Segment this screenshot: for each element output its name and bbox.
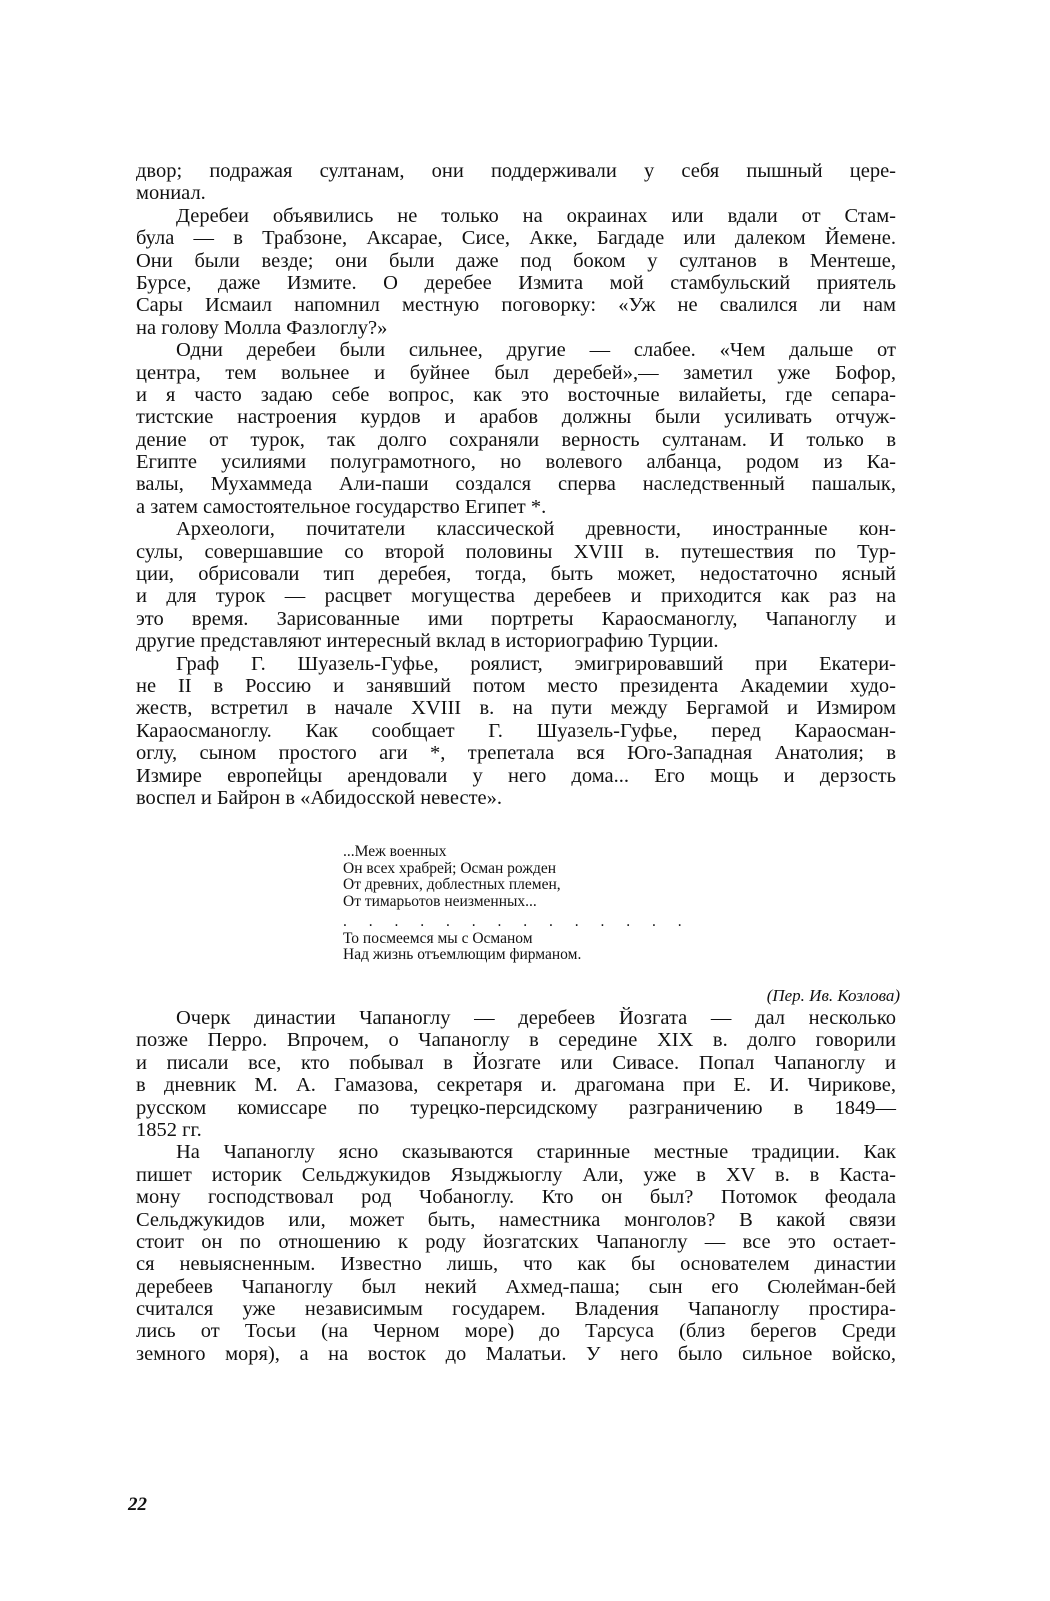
text-line: Археологи, почитатели классической древности, иностранные кон- bbox=[176, 518, 896, 541]
body-text-top bbox=[136, 160, 896, 809]
text-line: ся невыясненным. Известно лишь, что как бы основателем династии bbox=[136, 1253, 896, 1276]
page-number: 22 bbox=[128, 1494, 147, 1515]
text-line: пишет историк Сельджукидов Языджыоглу Али, уже в XV в. в Каста- bbox=[136, 1163, 896, 1186]
text-line: стоит он по отношению к роду йозгатских Чапаноглу — все это остает- bbox=[136, 1230, 896, 1253]
poem-line: То посмеемся мы с Османом bbox=[343, 929, 533, 947]
text-line: и я часто задаю себе вопрос, как это восточные вилайеты, где сепара- bbox=[136, 383, 896, 406]
text-line: русском комиссаре по турецко-персидскому разграничению в 1849— bbox=[136, 1096, 896, 1119]
text-line: Измире европейцы арендовали у него дома... Его мощь и дерзость bbox=[136, 764, 896, 787]
text-line: ции, обрисовали тип деребея, тогда, быть может, недостаточно ясный bbox=[136, 563, 896, 586]
text-line: не II в Россию и занявший потом место президента Академии худо- bbox=[136, 674, 896, 697]
text-line: а затем самостоятельное государство Египет *. bbox=[136, 495, 547, 518]
text-line: это время. Зарисованные ими портреты Караосманоглу, Чапаноглу и bbox=[136, 607, 896, 630]
text-line: на голову Молла Фазлоглу?» bbox=[136, 316, 388, 339]
text-line: центра, тем вольнее и буйнее был деребей»,— заметил уже Бофор, bbox=[136, 361, 896, 384]
text-line: тистские настроения курдов и арабов должны были усиливать отчуж- bbox=[136, 406, 896, 429]
text-line: Бурсе, даже Измите. О деребее Измита мой стамбульский приятель bbox=[136, 271, 896, 294]
text-line: в дневник М. А. Гамазова, секретаря и. драгомана при Е. И. Чирикове, bbox=[136, 1074, 896, 1097]
text-line: На Чапаноглу ясно сказываются старинные местные традиции. Как bbox=[176, 1141, 896, 1164]
text-line: мониал. bbox=[136, 182, 206, 205]
text-line: считался уже независимым государем. Владения Чапаноглу простира- bbox=[136, 1298, 896, 1321]
text-line: валы, Мухаммеда Али-паши создался сперва наследственный пашалык, bbox=[136, 473, 896, 496]
text-line: Одни деребеи были сильнее, другие — слабее. «Чем дальше от bbox=[176, 339, 896, 362]
text-line: и для турок — расцвет могущества деребеев и приходится как раз на bbox=[136, 585, 896, 608]
text-line: 1852 гг. bbox=[136, 1118, 202, 1141]
text-line: земного моря), а на восток до Малатьи. У него было сильное войско, bbox=[136, 1342, 896, 1365]
text-line: Очерк династии Чапаноглу — деребеев Йозгата — дал несколько bbox=[176, 1007, 896, 1029]
text-line: и писали все, кто побывал в Йозгате или Сивасе. Попал Чапаноглу и bbox=[136, 1051, 896, 1074]
poem-line: Над жизнь отъемлющим фирманом. bbox=[343, 946, 582, 963]
text-line: дение от турок, так долго сохраняли верность султанам. И только в bbox=[136, 428, 896, 451]
text-line: другие представляют интересный вклад в историографию Турции. bbox=[136, 630, 719, 653]
text-line: жеств, встретил в начале XVIII в. на пути между Бергамой и Измиром bbox=[136, 697, 896, 720]
poem-line: ...Меж военных bbox=[343, 843, 447, 860]
text-line: була — в Трабзоне, Аксарае, Сисе, Акке, Багдаде или далеком Йемене. bbox=[136, 227, 896, 250]
text-line: Сары Исмаил напомнил местную поговорку: «Уж не свалился ли нам bbox=[136, 294, 896, 317]
text-line: сулы, совершавшие со второй половины XVIII в. путешествия по Тур- bbox=[136, 540, 896, 563]
poem-quote bbox=[343, 843, 691, 964]
text-line: оглу, сыном простого аги *, трепетала вся Юго-Западная Анатолия; в bbox=[136, 742, 896, 765]
text-line: мону господствовал род Чобаноглу. Кто он был? Потомок феодала bbox=[136, 1186, 896, 1209]
text-line: деребеев Чапаноглу был некий Ахмед-паша; сын его Сюлейман-бей bbox=[136, 1275, 896, 1298]
text-line: Караосманоглу. Как сообщает Г. Шуазель-Гуфье, перед Караосман- bbox=[136, 719, 896, 742]
poem-line: От древних, доблестных племен, bbox=[343, 876, 561, 893]
text-line: позже Перро. Впрочем, о Чапаноглу в середине XIX в. долго говорили bbox=[136, 1029, 896, 1052]
text-line: Они были везде; они были даже под боком у султанов в Ментеше, bbox=[136, 249, 896, 272]
translator-credit: (Пер. Ив. Козлова) bbox=[766, 986, 900, 1005]
poem-line: Он всех храбрей; Осман рожден bbox=[343, 859, 557, 877]
text-line: Деребеи объявились не только на окраинах или вдали от Стам- bbox=[176, 204, 896, 227]
text-line: Граф Г. Шуазель-Гуфье, роялист, эмигрировавший при Екатери- bbox=[176, 652, 896, 675]
text-line: воспел и Байрон в «Абидосской невесте». bbox=[136, 786, 502, 809]
body-text-bottom bbox=[136, 1007, 896, 1365]
poem-line: От тимарьотов неизменных... bbox=[343, 892, 537, 910]
text-line: Сельджукидов или, может быть, наместника монголов? В какой связи bbox=[136, 1208, 896, 1231]
text-line: двор; подражая султанам, они поддерживали у себя пышный цере- bbox=[136, 160, 896, 182]
poem-ellipsis: . . . . . . . . . . . . . . bbox=[343, 913, 691, 930]
text-line: лись от Тосьи (на Черном море) до Тарсуса (близ берегов Среди bbox=[136, 1320, 896, 1343]
text-line: Египте усилиями полуграмотного, но волевого албанца, родом из Ка- bbox=[136, 451, 896, 474]
